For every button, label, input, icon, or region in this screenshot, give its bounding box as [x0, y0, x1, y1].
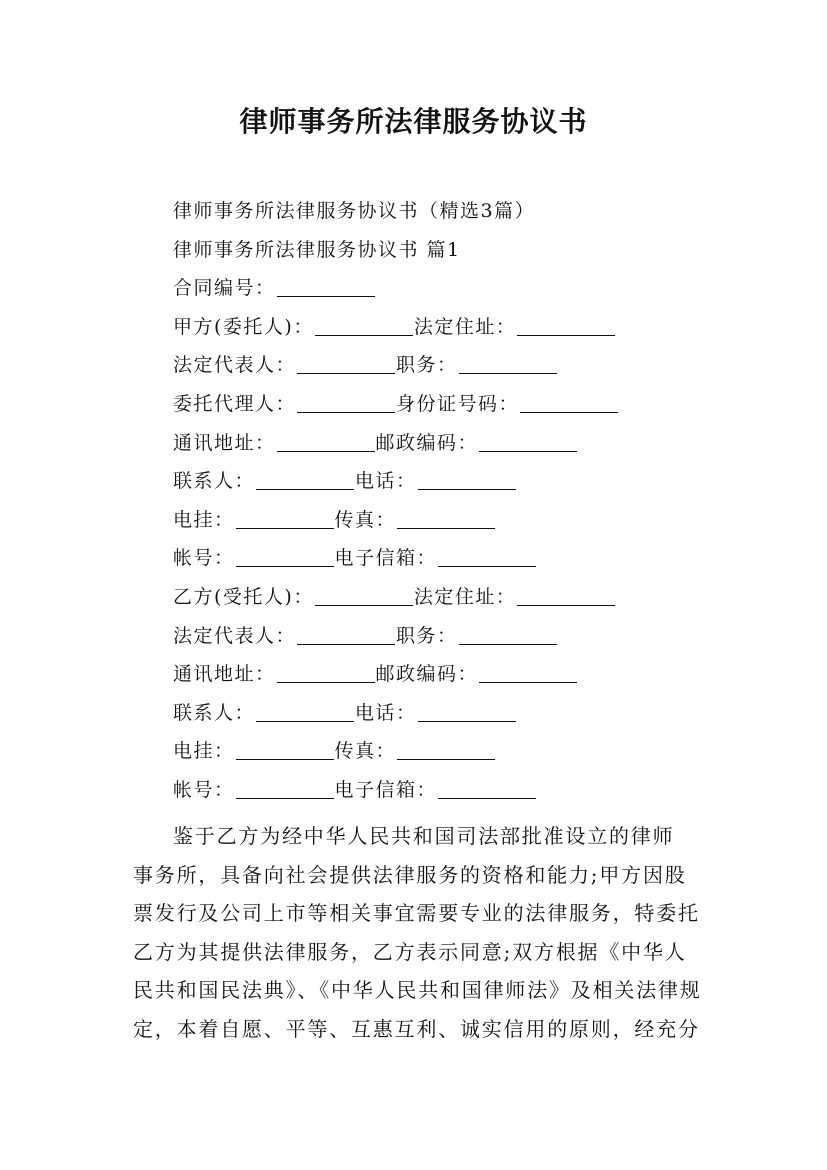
contract-no-label: 合同编号：: [173, 277, 276, 300]
party-a-label: 甲方(委托人)：: [173, 315, 314, 338]
agent-line: [173, 385, 733, 424]
party-a-fax-label: 传真：: [334, 508, 397, 531]
party-a-contact-label: 联系人：: [173, 470, 256, 493]
party-a-contact-blank: [256, 469, 354, 490]
document-title: 律师事务所法律服务协议书: [239, 105, 588, 138]
party-b-account-line: [173, 771, 733, 810]
preamble-line: 票发行及公司上市等相关事宜需要专业的法律服务，特委托: [133, 901, 700, 925]
preamble-paragraph: [133, 817, 703, 1048]
party-a-address-blank: [517, 315, 615, 336]
party-b-contact-line: [173, 694, 733, 733]
party-a-telex-line: [173, 501, 733, 540]
party-b-position-blank: [459, 624, 557, 645]
party-b-fax-label: 传真：: [334, 740, 397, 763]
party-a-account-line: [173, 539, 733, 578]
party-a-email-label: 电子信箱：: [334, 547, 438, 570]
party-a-rep-blank: [297, 353, 395, 374]
party-a-telex-blank: [236, 508, 334, 529]
party-a-account-label: 帐号：: [173, 547, 235, 570]
party-b-telex-label: 电挂：: [173, 740, 235, 763]
party-a-mail-blank: [277, 431, 375, 452]
section-heading: 律师事务所法律服务协议书 篇1: [173, 238, 461, 261]
party-b-line: [173, 578, 733, 617]
party-b-email-label: 电子信箱：: [334, 778, 438, 801]
party-b-account-label: 帐号：: [173, 778, 235, 801]
id-number-blank: [520, 392, 618, 413]
party-b-rep-line: [173, 617, 733, 656]
party-a-telex-label: 电挂：: [173, 508, 235, 531]
party-b-fax-blank: [397, 739, 495, 760]
party-b-address-blank: [517, 585, 615, 606]
party-a-position-blank: [459, 353, 557, 374]
party-b-phone-blank: [418, 701, 516, 722]
contract-no-line: [173, 269, 733, 308]
party-a-postcode-label: 邮政编码：: [375, 431, 479, 454]
preamble-line: 事务所，具备向社会提供法律服务的资格和能力;甲方因股: [133, 862, 687, 887]
party-a-blank: [315, 315, 413, 336]
party-b-mail-label: 通讯地址：: [173, 663, 276, 686]
party-a-postcode-blank: [479, 431, 577, 452]
form-lines: [173, 192, 733, 810]
party-a-mail-label: 通讯地址：: [173, 431, 276, 454]
party-a-line: [173, 308, 733, 347]
id-number-label: 身份证号码：: [396, 392, 520, 415]
preamble-line: 民共和国民法典》、《中华人民共和国律师法》及相关法律规: [133, 978, 702, 1002]
party-a-address-label: 法定住址：: [413, 315, 517, 338]
party-a-mail-line: [173, 424, 733, 463]
party-b-mail-blank: [277, 662, 375, 683]
contract-no-blank: [277, 276, 375, 297]
party-b-phone-label: 电话：: [355, 701, 417, 724]
party-a-contact-line: [173, 462, 733, 501]
party-a-rep-line: [173, 346, 733, 385]
party-b-rep-blank: [297, 624, 395, 645]
party-a-phone-label: 电话：: [355, 470, 417, 493]
agent-label: 委托代理人：: [173, 392, 297, 415]
party-a-email-blank: [438, 546, 536, 567]
preamble-line: 定，本着自愿、平等、互惠互利、诚实信用的原则，经充分: [133, 1016, 700, 1041]
party-b-position-label: 职务：: [396, 624, 458, 647]
party-b-label: 乙方(受托人)：: [173, 585, 314, 608]
party-a-position-label: 职务：: [396, 354, 458, 377]
party-b-address-label: 法定住址：: [413, 585, 517, 608]
party-b-telex-line: [173, 732, 733, 771]
subtitle-line: 律师事务所法律服务协议书（精选3篇）: [173, 200, 536, 222]
party-b-telex-blank: [236, 739, 334, 760]
party-b-postcode-label: 邮政编码：: [375, 663, 479, 686]
party-b-blank: [315, 585, 413, 606]
party-a-phone-blank: [418, 469, 516, 490]
party-b-postcode-blank: [479, 662, 577, 683]
preamble-line: 鉴于乙方为经中华人民共和国司法部批准设立的律师: [173, 824, 675, 848]
party-a-fax-blank: [397, 508, 495, 529]
preamble-line: 乙方为其提供法律服务，乙方表示同意;双方根据《中华人: [133, 939, 687, 964]
party-b-contact-label: 联系人：: [173, 701, 256, 724]
agent-blank: [297, 392, 395, 413]
party-a-rep-label: 法定代表人：: [173, 354, 297, 377]
party-b-email-blank: [438, 778, 536, 799]
party-b-contact-blank: [256, 701, 354, 722]
party-b-account-blank: [236, 778, 334, 799]
party-a-account-blank: [236, 546, 334, 567]
party-b-rep-label: 法定代表人：: [173, 624, 297, 647]
party-b-mail-line: [173, 655, 733, 694]
